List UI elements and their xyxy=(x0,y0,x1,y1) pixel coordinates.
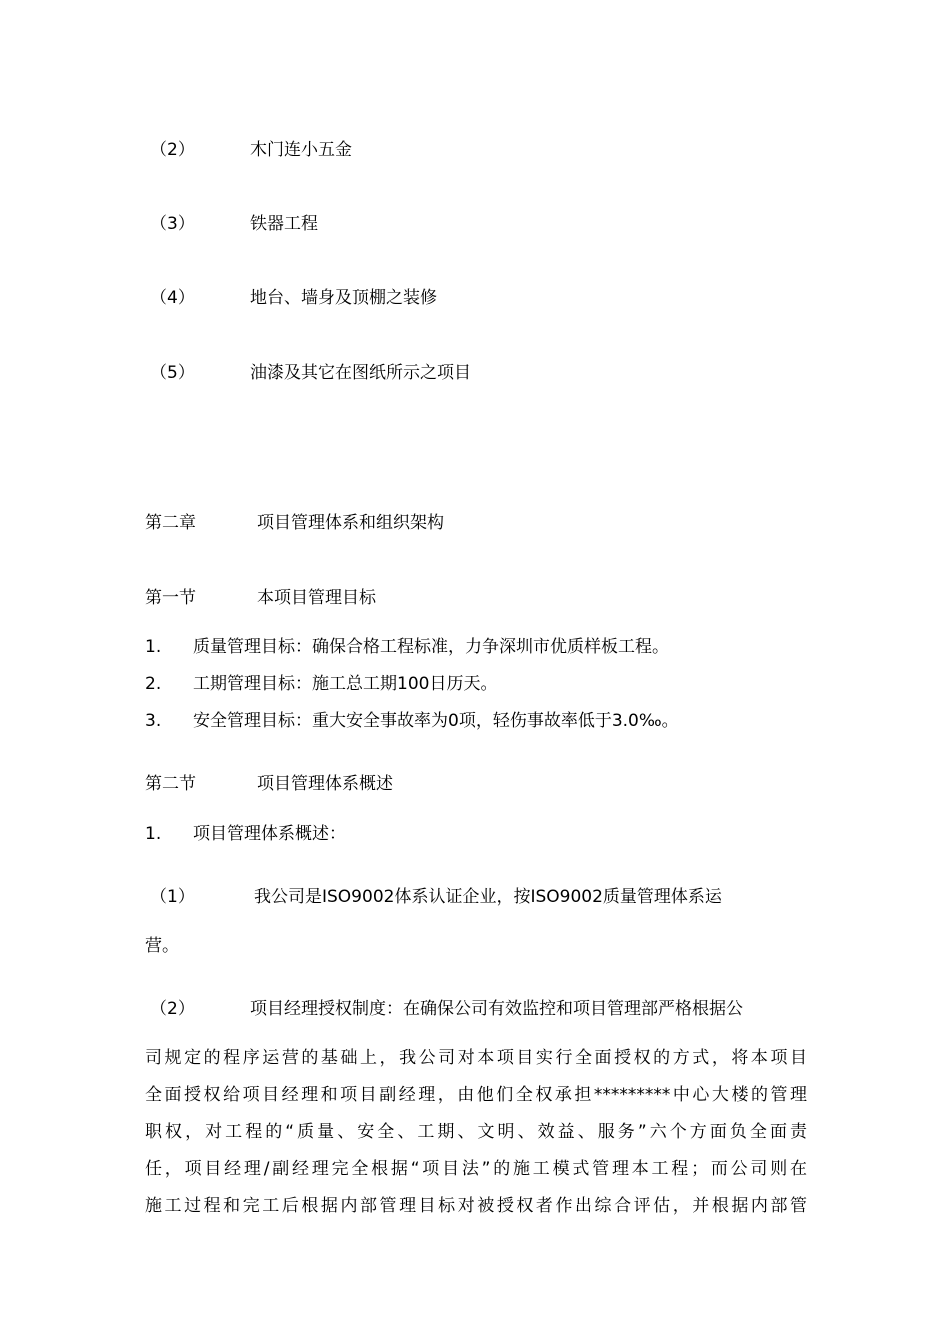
paragraph-line: 任，项目经理/副经理完全根据“项目法”的施工模式管理本工程；而公司则在 xyxy=(145,1159,807,1179)
section-title: 项目管理体系概述 xyxy=(257,774,393,794)
paragraph-line: 职权，对工程的“质量、安全、工期、文明、效益、服务”六个方面负全面责 xyxy=(145,1122,807,1142)
overview-number: 1. xyxy=(145,824,162,844)
scope-item-number: （2） xyxy=(150,140,195,160)
scope-item-text: 油漆及其它在图纸所示之项目 xyxy=(250,363,471,383)
scope-item-number: （3） xyxy=(150,214,195,234)
goal-number: 1. xyxy=(145,637,162,657)
paragraph-number: （2） xyxy=(150,999,195,1019)
goal-text: 工期管理目标：施工总工期100日历天。 xyxy=(193,674,498,694)
scope-item-text: 地台、墙身及顶棚之装修 xyxy=(250,288,437,308)
goal-text: 质量管理目标：确保合格工程标准，力争深圳市优质样板工程。 xyxy=(193,637,669,657)
chapter-title: 项目管理体系和组织架构 xyxy=(257,513,444,533)
paragraph-number: （1） xyxy=(150,887,195,907)
scope-item-text: 铁器工程 xyxy=(250,214,318,234)
section-title: 本项目管理目标 xyxy=(257,588,376,608)
scope-item-text: 木门连小五金 xyxy=(250,140,352,160)
paragraph-line: 全面授权给项目经理和项目副经理，由他们全权承担*********中心大楼的管理 xyxy=(145,1085,807,1105)
section-label: 第二节 xyxy=(145,774,196,794)
paragraph-text: 我公司是ISO9002体系认证企业，按ISO9002质量管理体系运 xyxy=(254,887,722,907)
paragraph-line: 施工过程和完工后根据内部管理目标对被授权者作出综合评估，并根据内部管 xyxy=(145,1196,807,1216)
section-label: 第一节 xyxy=(145,588,196,608)
paragraph-text: 项目经理授权制度：在确保公司有效监控和项目管理部严格根据公 xyxy=(250,999,743,1019)
goal-number: 3. xyxy=(145,711,162,731)
scope-item-number: （5） xyxy=(150,363,195,383)
chapter-label: 第二章 xyxy=(145,513,196,533)
scope-item-number: （4） xyxy=(150,288,195,308)
goal-text: 安全管理目标：重大安全事故率为0项，轻伤事故率低于3.0‰。 xyxy=(193,711,679,731)
paragraph-line: 司规定的程序运营的基础上，我公司对本项目实行全面授权的方式，将本项目 xyxy=(145,1048,807,1068)
paragraph-line: 营。 xyxy=(145,936,179,956)
goal-number: 2. xyxy=(145,674,162,694)
overview-text: 项目管理体系概述： xyxy=(193,824,346,844)
